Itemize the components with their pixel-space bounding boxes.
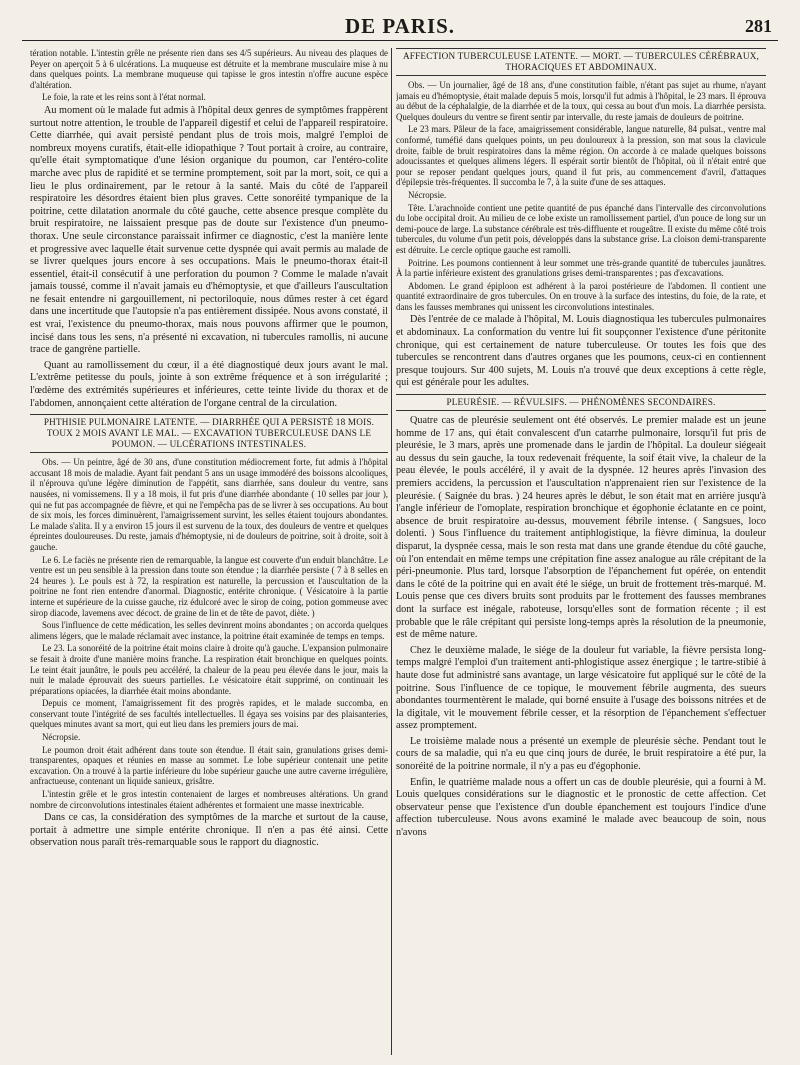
section-heading: PLEURÉSIE. — RÉVULSIFS. — PHÉNOMÈNES SECONDAIRES.	[396, 394, 766, 411]
paragraph: Nécropsie.	[42, 732, 81, 743]
paragraph: Le poumon droit était adhérent dans toute son étendue. Il était sain, granulations grises demi-transparentes, opaques et réunies en masse au sommet. Le lobe supérieur contenait une petite excavation. On a trouvé à la partie inférieure du lobe supérieur gauche une autre caverne irrégulière, anfractueuse, contenant un liquide sanieux, grisâtre.	[30, 744, 388, 787]
left-column	[30, 48, 388, 1059]
paragraph: Quant au ramollissement du cœur, il a été diagnostiqué deux jours avant le mal. L'extrême petitesse du pouls, jointe à son extrême fréquence et à son irrégularité ; l'œdème des extrémités supérieures et inférieures, cette teinte livide du thorax et de l'abdomen, annonçaient cette altération de l'organe central de la circulation.	[30, 359, 388, 409]
paragraph: Tête. L'arachnoïde contient une petite quantité de pus épanché dans l'intervalle des circonvolutions du lobe occipital droit. Au milieu de ce lobe existe un ramollissement partiel, d'un pouce de long sur un demi-pouce de large. La substance cérébrale est très-diffluente et rougeâtre. Il existe du même côté trois tubercules, du volume d'un petit pois, développés dans la substance grise. La cloison demi-transparente est détruite. Le cercle optique gauche est ramolli.	[396, 202, 766, 255]
paragraph: Dans ce cas, la considération des symptômes de la marche et surtout de la cause, portait à admettre une simple entérite chronique. Il n'en a pas été ainsi. Cette observation nous paraît très-remarquable sous le rapport du diagnostic.	[30, 812, 388, 849]
paragraph: Le troisième malade nous a présenté un exemple de pleurésie sèche. Pendant tout le cours de sa maladie, qui n'a eu que cinq jours de durée, le bruit respiratoire a été pur, la sonoréité de la poitrine normale, il n'y a pas eu d'égophonie.	[396, 735, 766, 773]
paragraph: Abdomen. Le grand épiploon est adhérent à la paroi postérieure de l'abdomen. Il contient une quantité extraordinaire de gros tubercules. On en trouve à la surface des intestins, du foie, de la rate, et dans les fausses membranes qui unissent les circonvolutions intestinales.	[396, 280, 766, 312]
paragraph: Sous l'influence de cette médication, les selles devinrent moins abondantes ; on accorda quelques alimens légers, que le malade réclamait avec instance, la poitrine était examinée de temps en temps.	[30, 620, 388, 641]
paragraph: Le foie, la rate et les reins sont à l'état normal.	[42, 92, 206, 103]
paragraph: Dès l'entrée de ce malade à l'hôpital, M. Louis diagnostiqua les tubercules pulmonaires et abdominaux. La conformation du ventre lui fit soupçonner l'existence d'une péritonite chronique, qui est certainement de nature tuberculeuse. Or toutes les fois que des tubercules se rencontrent dans d'autres organes que les poumons, ceux-ci en contiennent presque toujours. Sur 400 sujets, M. Louis n'a trouvé que deux exceptions à cette règle, qui est générale pour les adultes.	[396, 314, 766, 389]
paragraph: Le 23 mars. Pâleur de la face, amaigrissement considérable, langue naturelle, 84 pulsat., ventre mal conformé, tuméfié dans quelques points, un peu douloureux à la pression, son mat sous la clavicule droite, faible de bruit respiratoires dans la même région. On accorde à ce malade quelques boissons adoucissantes et quelques alimens légers. Il espérait sortir bientôt de l'hôpital, où il n'était entré que pour se reposer pendant quelques jours, quand il fut pris, au commencement d'avril, d'attaques d'épilepsie très-fréquentes. Il succomba le 7, à la suite d'une de ses attaques.	[396, 124, 766, 188]
section-heading: AFFECTION TUBERCULEUSE LATENTE. — MORT. — TUBERCULES CÉRÉBRAUX, THORACIQUES ET ABDOMINAUX.	[396, 48, 766, 76]
paragraph: Enfin, le quatrième malade nous a offert un cas de double pleurésie, qui a fourni à M. Louis quelques considérations sur le diagnostic et le pronostic de cette affection. Cet observateur pense que l'existence d'un double épanchement est toujours l'indice d'une affection tuberculeuse. Nous avons examiné le malade avec beaucoup de soin, nous n'avons	[396, 776, 766, 839]
paragraph: Au moment où le malade fut admis à l'hôpital deux genres de symptômes frappèrent surtout notre attention, le trouble de l'appareil digestif et celui de l'appareil respiratoire. Cette diarrhée, qui avait persisté pendant plus de trois mois, malgré l'emploi de nombreux moyens curatifs, était-elle idiopathique ? Tout portait à croire, au contraire, qu'elle était symptomatique d'une lésion organique du poumon, car l'entéro-colite marche avec plus de rapidité et se termine promptement, soit par la mort, soit, ce qui a lieu le plus ordinairement, par le retour à la santé. Mais du côté de l'appareil respiratoire les désordres étaient bien plus graves. Cette sonoréité tympanique de la poitrine, cette dilatation anormale du côté gauche, cette absence presque complète du bruit respiratoire, ne laissaient presque pas de doute sur l'existence d'un pneumo-thorax. Une seule circonstance paraissait infirmer ce diagnostic, c'est la manière lente et progressive avec laquelle était survenue cette dyspnée qui avait permis au malade de se livrer quelques jours encore à ses occupations. Mais le pneumo-thorax était-il essentiel, était-il consécutif à une perforation du poumon ? Comme le malade n'avait jamais toussé, comme il n'avait jamais eu d'hémoptysie, et que d'ailleurs l'auscultation ne fesait entendre ni gargouillement, ni pectoriloquie, nous dûmes rester à cet égard dans une incertitude que l'autopsie n'a pas entièrement dissipée. Nous avons constaté, il est vrai, l'existence du pneumo-thorax, mais nous pouvons affirmer que le poumon, incisé dans tous les sens, n'a présenté ni excavation, ni tubercules ramollis, ni aucune trace de gangrène partielle.	[30, 104, 388, 356]
paragraph: Quatre cas de pleurésie seulement ont été observés. Le premier malade est un jeune homme de 17 ans, qui était convalescent d'un catarrhe pulmonaire, lorsqu'il fut pris de pleurésie, le 3 mars, après une promenade dans le jardin de l'hôpital. La douleur siégeait au dessus du sein gauche, la toux redevenait fréquente, la soif était vive, la chaleur de la peau élevée, le pouls accéléré, il y avait de la dyspnée. 12 heures après l'invasion des premiers accidens, la percussion et l'auscultation n'apprenaient rien sur l'existence de la pleurésie. ( Saignée du bras. ) 24 heures après le début, le son était mat en arrière jusqu'à l'angle inférieur de l'omoplate, respiration bronchique et égophonie éclatante en ce point, absence de bruit respiratoire au-dessus, mouvement fébrile intense. ( Sangsues, loco dolenti. ) Sous l'influence du traitement antiphlogistique, la fièvre diminua, la douleur disparut, la dyspnée cessa, mais le son resta mat dans une grande étendue du côté gauche, où l'on entendait en même temps une crépitation fine assez analogue au râle crépitant de la péri-pneumonie. Plus tard, lorsque l'absorption de l'épanchement fut opérée, on entendit dans le côté de la poitrine qui en avait été le siége, un bruit de frottement très-marqué. M. Louis pense que ces divers bruits sont produits par le frottement des fausses membranes dont la surface est inégale, raboteuse, lorsqu'elles sont de formation récente ; il est probable que le râle crépitant qui persiste long-temps après la résolution de la pneumonie, est de même nature.	[396, 415, 766, 641]
right-column	[396, 48, 766, 1059]
paragraph: Le 23. La sonoréité de la poitrine était moins claire à droite qu'à gauche. L'expansion pulmonaire se fesait à droite d'une manière moins franche. La respiration était bronchique en quelques points. Le teint était jaunâtre, le pouls peu accéléré, la chaleur de la peau peu élevée dans le jour, mais la nuit le malade éprouvait des sueurs partielles. Le vésicatoire était supprimé, on continuait les préparations opiacées, la diarrhée était moins abondante.	[30, 643, 388, 696]
paragraph: Le 6. Le faciès ne présente rien de remarquable, la langue est couverte d'un enduit blanchâtre. Le ventre est un peu sensible à la pression dans toute son étendue ; la diarrhée persiste ( 7 à 8 selles en 24 heures ). Le pouls est à 72, la respiration est naturelle, la percussion et l'auscultation de la poitrine ne font rien entendre d'anormal. Diagnostic, entérite chronique. ( Vésicatoire à la partie interne et supérieure de la cuisse gauche, riz édulcoré avec le sirop de coing, potion gommeuse avec sirop diacode, lavemens avec décoct. de graine de lin et de tête de pavot, diète. )	[30, 554, 388, 618]
column-divider	[391, 48, 392, 1055]
paragraph: Chez le deuxième malade, le siége de la douleur fut variable, la fièvre persista long-temps malgré l'emploi d'un traitement anti-phlogistique assez énergique ; le tartre-stibié à haute dose fut administré sans avantage, un large vésicatoire fut appliqué sur le côté de la poitrine. Sous l'influence de ce topique, le mouvement fébrile augmenta, des sueurs abondantes tourmentèrent le malade, qui borné ensuite à l'usage des boissons nitrées et de la digitale, vit le mouvement fébrile cesser, et la résorption de l'épanchement s'effectuer assez promptement.	[396, 644, 766, 732]
paragraph: Depuis ce moment, l'amaigrissement fit des progrès rapides, et le malade succomba, en conservant toute l'intégrité de ses facultés intellectuelles. Il égaya ses voisins par des plaisanteries, quelques minutes avant sa mort, qui eut lieu dans les premiers jours de mai.	[30, 698, 388, 730]
paragraph: Obs. — Un peintre, âgé de 30 ans, d'une constitution médiocrement forte, fut admis à l'hôpital accusant 18 mois de maladie. Ayant fait pendant 5 ans un usage immodéré des boissons alcooliques, il n'éprouva qu'une légère diminution de l'appétit, sans diarrhée, sans douleur du ventre, sans nausées, ni vomissemens. Il y a 18 mois, il fut pris d'une diarrhée abondante ( 10 selles par jour ), qui ne fut pas accompagnée de fièvre, et qui ne l'empêcha pas de se livrer à ses occupations. Au bout de six mois, les forces diminuèrent, l'amaigrissement survint, les selles étaient toujours abondantes. Le malade s'alita. Il y a environ 15 jours il est survenu de la toux, des douleurs de ventre et quelques épreintes douloureuses. Du reste, jamais d'hémoptysie, ni de douleurs de poitrine, soit à droite, soit à gauche.	[30, 457, 388, 552]
section-heading: PHTHISIE PULMONAIRE LATENTE. — DIARRHÉE QUI A PERSISTÉ 18 MOIS. TOUX 2 MOIS AVANT LE MAL. — EXCAVATION TUBERCULEUSE DANS LE POUMON. — ULCÉRATIONS INTESTINALES.	[30, 414, 388, 453]
paragraph: Nécropsie.	[408, 189, 447, 200]
paragraph: L'intestin grêle et le gros intestin contenaient de larges et nombreuses altérations. Un grand nombre de circonvolutions intestinales étaient adhérentes et formaient une masse inextricable.	[30, 789, 388, 810]
paragraph: tération notable. L'intestin grêle ne présente rien dans ses 4/5 supérieurs. Au niveau des plaques de Peyer on aperçoit 5 à 6 ulcérations. La muqueuse est détruite et la membrane musculaire mise à nu dans quelques points. La membrane muqueuse qui tapisse le gros intestin n'offre aucune espèce d'altération.	[30, 48, 388, 90]
page-header	[22, 14, 778, 41]
paragraph: Obs. — Un journalier, âgé de 18 ans, d'une constitution faible, n'étant pas sujet au rhume, n'ayant jamais eu d'hémoptysie, était malade depuis 5 mois, lorsqu'il fut admis à l'hôpital, le 23 mars. Il éprouva au début de la céphalalgie, de la diarrhée et de la toux, qui cessa au bout d'un mois. La diarrhée persista. Quelques douleurs du ventre se firent sentir par intervalle, du reste jamais de douleurs de poitrine.	[396, 80, 766, 122]
running-title: DE PARIS.	[344, 14, 456, 38]
paragraph: Poitrine. Les poumons contiennent à leur sommet une très-grande quantité de tubercules jaunâtres. À la partie inférieure existent des granulations grises demi-transparentes ; pas d'excavations.	[396, 257, 766, 279]
page-number: 281	[745, 16, 772, 36]
